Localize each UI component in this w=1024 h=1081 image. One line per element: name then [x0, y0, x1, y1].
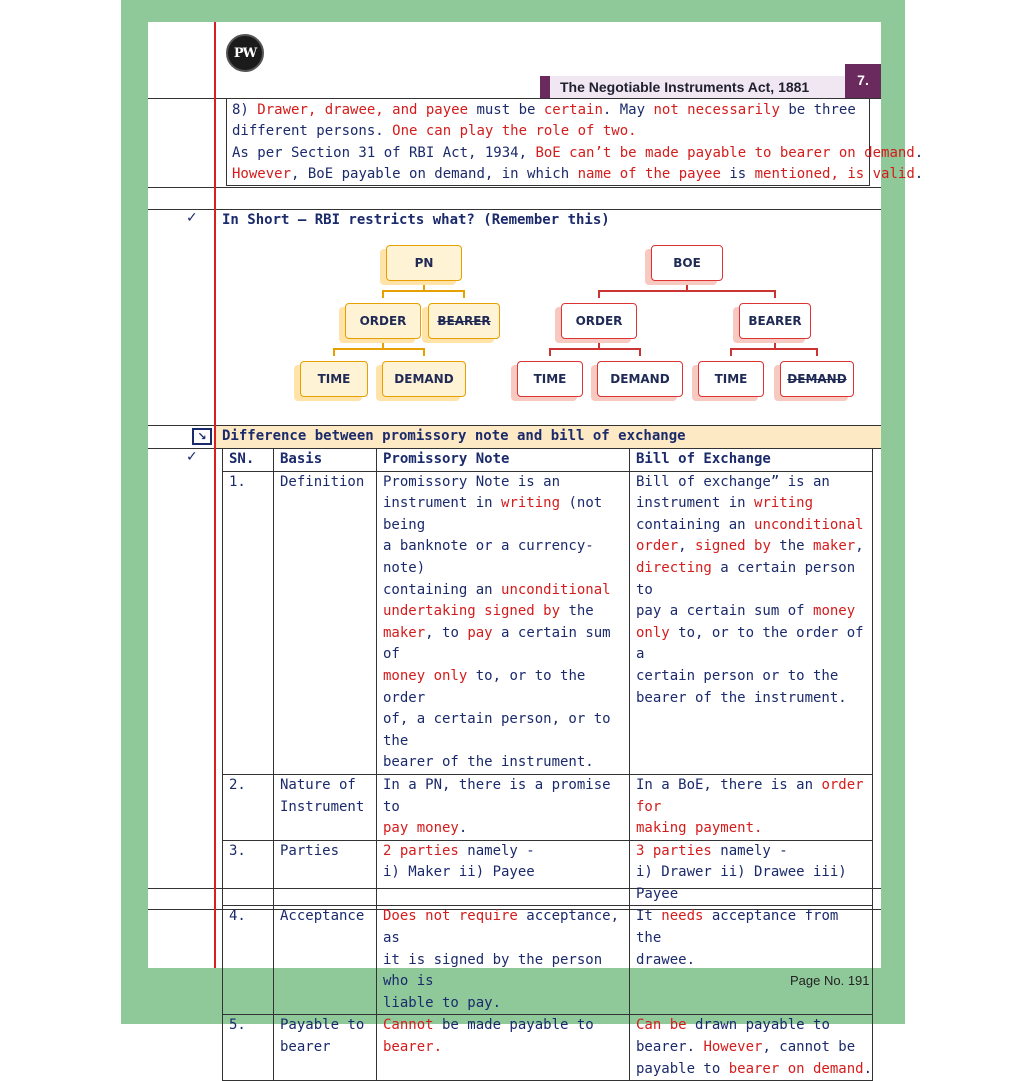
cell-line: certain person or to the [636, 667, 839, 684]
tree-connector [382, 338, 384, 348]
header-bill-of-exchange: Bill of Exchange [630, 449, 873, 472]
cell-bill-of-exchange [630, 774, 873, 840]
cell-line: containing an unconditional [383, 581, 611, 598]
cell-line: pay a certain sum of money [636, 603, 856, 620]
tree-node-label: TIME [714, 372, 748, 386]
point-8-line-2: different persons. One can play the role of two. [232, 123, 637, 139]
tree-node-label: DEMAND [610, 372, 670, 386]
cell-sn: 5. [223, 1015, 274, 1081]
cell-line: instrument in writing [636, 495, 814, 512]
point-8-line-3: As per Section 31 of RBI Act, 1934, BoE can’t be made payable to bearer on demand. [232, 145, 924, 161]
cell-line: it is signed by the person who is [383, 951, 603, 990]
chart-icon: ↘ [192, 428, 212, 445]
tree-connector [730, 348, 818, 350]
tree-connector [463, 290, 465, 298]
tree-connector [774, 340, 776, 348]
cell-line: i) Drawer ii) Drawee iii) Payee [636, 864, 847, 902]
cell-line: undertaking signed by the [383, 603, 594, 620]
tree-connector [730, 348, 732, 356]
tree-node-label: ORDER [359, 314, 407, 328]
tree-connector [549, 348, 641, 350]
table-row [223, 1015, 873, 1081]
cell-basis: Parties [274, 840, 377, 906]
tree-connector [382, 290, 465, 292]
tree-node-boe-bearer [739, 303, 811, 339]
tree-connector [423, 348, 425, 356]
cell-bill-of-exchange [630, 840, 873, 906]
cell-line: bearer. [383, 1039, 443, 1056]
pw-logo: PW [226, 34, 264, 72]
tree-connector [598, 290, 776, 292]
cell-line: containing an unconditional [636, 516, 864, 533]
tree-node-label: BEARER [748, 314, 802, 328]
cell-line: Bill of exchange” is an [636, 473, 830, 490]
cell-line: 3 parties namely - [636, 842, 788, 859]
tree-connector [333, 348, 425, 350]
tree-connector [598, 290, 600, 298]
point-8-line-1: 8) Drawer, drawee, and payee must be certain. May not necessarily be three [232, 102, 856, 118]
ruled-line [148, 187, 881, 188]
cell-line: order, signed by the maker, [636, 538, 864, 555]
tree-connector [816, 348, 818, 356]
cell-basis: Payable to bearer [274, 1015, 377, 1081]
table-row [223, 906, 873, 1015]
tree-connector [598, 340, 600, 348]
tree-connector [774, 290, 776, 298]
tree-node-label: TIME [533, 372, 567, 386]
in-short-heading: In Short – RBI restricts what? (Remember this) [222, 212, 610, 228]
tree-node-label: DEMAND [394, 372, 454, 386]
cell-line: a banknote or a currency-note) [383, 538, 594, 576]
table-row [223, 774, 873, 840]
cell-bill-of-exchange [630, 1015, 873, 1081]
cell-line: pay money. [383, 820, 468, 837]
table-row [223, 840, 873, 906]
cell-sn: 4. [223, 906, 274, 1015]
tree-node-label: TIME [317, 372, 351, 386]
check-icon: ✓ [186, 449, 198, 465]
table-row [223, 471, 873, 774]
cell-line: Does not require acceptance, as [383, 908, 620, 947]
cell-line: maker, to pay a certain sum of [383, 624, 611, 663]
check-icon: ✓ [186, 210, 198, 226]
tree-node-boe-order-time [517, 361, 583, 397]
tree-node-label: PN [414, 256, 434, 270]
cell-basis: Acceptance [274, 906, 377, 1015]
cell-line: bearer. However, cannot be [636, 1039, 856, 1056]
cell-promissory-note [377, 774, 630, 840]
cell-basis: Nature of Instrument [274, 774, 377, 840]
cell-line: drawee. [636, 951, 696, 968]
tree-node-pn-demand [382, 361, 466, 397]
margin-line [214, 22, 216, 968]
tree-node-pn-time [300, 361, 368, 397]
tree-node-boe-order [561, 303, 637, 339]
header-basis: Basis [274, 449, 377, 472]
cell-line: 2 parties namely - [383, 842, 535, 859]
cell-line: i) Maker ii) Payee [383, 864, 535, 881]
cell-line: Can be drawn payable to [636, 1017, 830, 1034]
page-number: Page No. 191 [790, 973, 870, 988]
tree-node-label: DEMAND [787, 372, 847, 386]
tree-connector [639, 348, 641, 356]
point-8-line-4: However, BoE payable on demand, in which name of the payee is mentioned, is valid. [232, 166, 924, 182]
cell-line: In a PN, there is a promise to [383, 776, 611, 815]
cell-line: bearer of the instrument. [383, 754, 594, 771]
cell-line: It needs acceptance from the [636, 908, 839, 947]
cell-line: directing a certain person to [636, 559, 856, 598]
cell-basis: Definition [274, 471, 377, 774]
tree-node-boe-bearer-demand [780, 361, 854, 397]
cell-line: In a BoE, there is an order for [636, 776, 864, 815]
comparison-table [222, 448, 873, 1081]
header-promissory-note: Promissory Note [377, 449, 630, 472]
cell-bill-of-exchange [630, 906, 873, 1015]
tree-connector [549, 348, 551, 356]
tree-node-pn-bearer [428, 303, 500, 339]
tree-connector [686, 282, 688, 290]
tree-node-pn-order [345, 303, 421, 339]
cell-line: bearer of the instrument. [636, 689, 847, 706]
cell-bill-of-exchange [630, 471, 873, 774]
tree-node-boe-bearer-time [698, 361, 764, 397]
chapter-number: 7. [845, 64, 881, 98]
header-sn: SN. [223, 449, 274, 472]
cell-line: of, a certain person, or to the [383, 711, 611, 749]
cell-promissory-note [377, 471, 630, 774]
chapter-title: The Negotiable Instruments Act, 1881 [560, 79, 810, 95]
cell-line: instrument in writing (not being [383, 495, 603, 533]
cell-sn: 3. [223, 840, 274, 906]
tree-node-boe [651, 245, 723, 281]
cell-sn: 1. [223, 471, 274, 774]
cell-promissory-note [377, 1015, 630, 1081]
tree-connector [423, 280, 425, 290]
cell-line: Promissory Note is an [383, 473, 561, 490]
tree-connector [333, 348, 335, 356]
tree-node-boe-order-demand [597, 361, 683, 397]
cell-promissory-note [377, 840, 630, 906]
tree-node-label: BEARER [437, 314, 491, 328]
cell-line: liable to pay. [383, 994, 502, 1011]
tree-connector [382, 290, 384, 298]
cell-line: payable to bearer on demand. [636, 1060, 873, 1077]
tree-node-label: BOE [673, 256, 701, 270]
tree-node-label: ORDER [575, 314, 623, 328]
cell-line: only to, or to the order of a [636, 624, 864, 663]
cell-sn: 2. [223, 774, 274, 840]
cell-line: Cannot be made payable to [383, 1017, 594, 1034]
cell-line: money only to, or to the order [383, 667, 586, 706]
difference-heading: Difference between promissory note and bill of exchange [222, 428, 686, 444]
cell-promissory-note [377, 906, 630, 1015]
cell-line: making payment. [636, 820, 763, 837]
tree-node-pn [386, 245, 462, 281]
table-header-row [223, 449, 873, 472]
